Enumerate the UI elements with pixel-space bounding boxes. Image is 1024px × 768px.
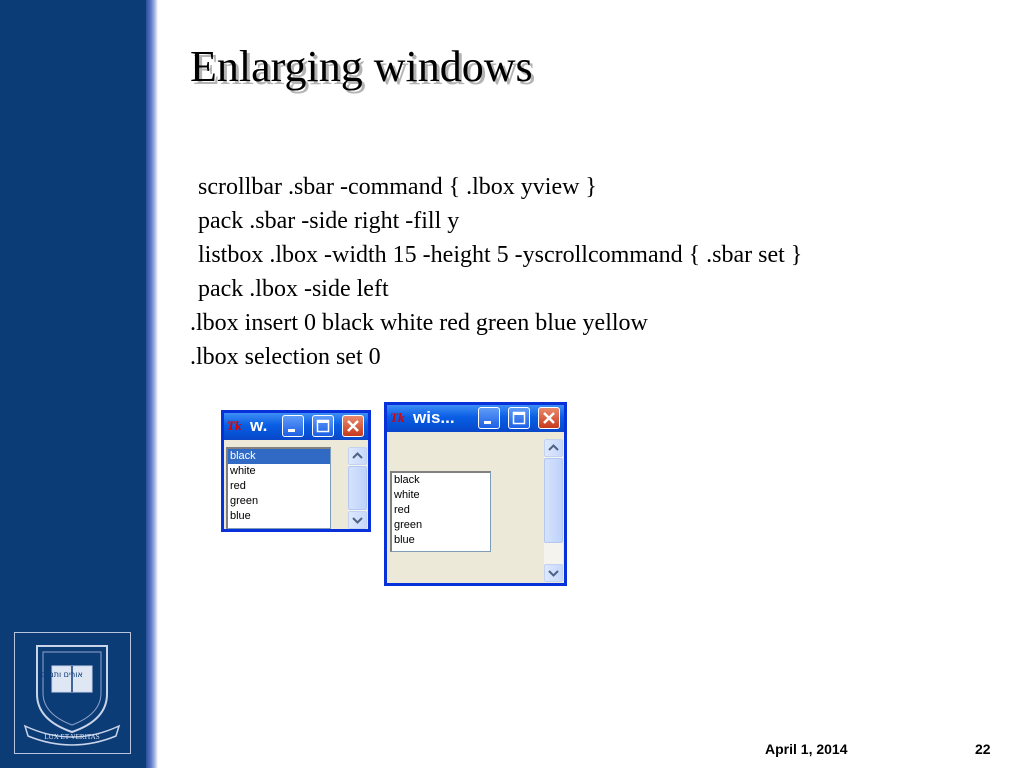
window-titlebar[interactable]: [387, 405, 564, 432]
code-line: .lbox selection set 0: [190, 344, 381, 370]
list-item[interactable]: white: [394, 489, 420, 501]
minimize-icon: [283, 416, 303, 436]
scroll-up-icon: [349, 448, 366, 464]
scroll-down-button[interactable]: [348, 511, 367, 529]
list-item[interactable]: blue: [394, 534, 415, 546]
minimize-button[interactable]: [478, 407, 500, 429]
code-line: pack .sbar -side right -fill y: [198, 208, 460, 234]
listbox[interactable]: [390, 471, 491, 552]
close-icon: [539, 408, 559, 428]
scroll-up-icon: [545, 440, 562, 456]
list-item[interactable]: green: [230, 495, 259, 507]
crest-hebrew-left: אורים ותמים: [41, 670, 83, 679]
close-button[interactable]: [538, 407, 560, 429]
listbox[interactable]: [226, 447, 331, 529]
maximize-icon: [313, 416, 333, 436]
scroll-up-button[interactable]: [348, 447, 367, 465]
list-item[interactable]: green: [394, 519, 423, 531]
code-line: listbox .lbox -width 15 -height 5 -yscrollcommand { .sbar set }: [198, 242, 803, 268]
list-item[interactable]: red: [230, 480, 246, 492]
scroll-down-icon: [349, 512, 366, 528]
shield-crest-icon: [19, 636, 125, 748]
scroll-thumb[interactable]: [544, 458, 563, 543]
window-titlebar[interactable]: [224, 413, 368, 440]
page-number: 22: [975, 741, 991, 757]
code-block: [190, 170, 802, 374]
tk-logo-icon: Tk: [227, 418, 242, 433]
tk-logo-icon: Tk: [390, 410, 405, 425]
maximize-button[interactable]: [508, 407, 530, 429]
tk-window-small[interactable]: [221, 410, 371, 532]
maximize-icon: [509, 408, 529, 428]
code-line: scrollbar .sbar -command { .lbox yview }: [198, 174, 597, 200]
list-item[interactable]: red: [394, 504, 410, 516]
minimize-button[interactable]: [282, 415, 304, 437]
footer-date: April 1, 2014: [765, 741, 848, 757]
list-item[interactable]: black: [394, 474, 420, 486]
list-item-selected[interactable]: black: [228, 449, 330, 464]
vertical-scrollbar[interactable]: [544, 439, 563, 582]
close-icon: [343, 416, 363, 436]
scroll-down-icon: [545, 565, 562, 581]
window-title: wis...: [413, 408, 455, 427]
crest-motto: LUX ET VERITAS: [44, 733, 100, 741]
list-item[interactable]: blue: [230, 510, 251, 522]
code-line: pack .lbox -side left: [198, 276, 389, 302]
scroll-down-button[interactable]: [544, 564, 563, 582]
slide-title: Enlarging windows: [190, 42, 533, 91]
sidebar-gradient-edge: [146, 0, 158, 768]
list-item[interactable]: white: [230, 465, 256, 477]
scroll-up-button[interactable]: [544, 439, 563, 457]
scroll-thumb[interactable]: [348, 466, 367, 510]
window-title: w.: [250, 416, 268, 435]
minimize-icon: [479, 408, 499, 428]
maximize-button[interactable]: [312, 415, 334, 437]
close-button[interactable]: [342, 415, 364, 437]
code-line: .lbox insert 0 black white red green blue yellow: [190, 310, 648, 336]
tk-window-enlarged[interactable]: [384, 402, 567, 586]
vertical-scrollbar[interactable]: [348, 447, 367, 529]
